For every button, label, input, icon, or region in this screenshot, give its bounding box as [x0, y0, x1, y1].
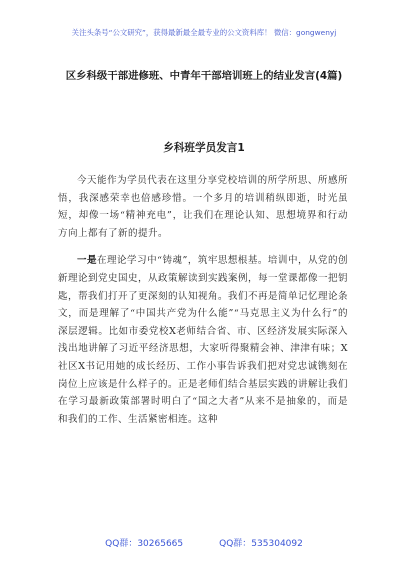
paragraph-point-one [58, 252, 348, 428]
document-title: 区乡科级干部进修班、中青年干部培训班上的结业发言(4篇) [65, 70, 343, 82]
footer-contact [0, 536, 408, 549]
document-body [58, 172, 348, 428]
footer-qq-group-2: QQ群：535304092 [219, 539, 303, 549]
paragraph-intro [58, 172, 348, 242]
paragraph-text: 在理论学习中“铸魂”，筑牢思想根基。培训中，从党的创新理论到党史国史，从政策解读到实践案例，每一堂课都像一把钥匙，帮我们打开了更深刻的认知视角。我们不再是简单记忆理论条文，而是理解了“中国共产党为什么能”“马克思主义为什么行”的深层逻辑。比如市委党校X老师结合省、市、区经济发展实际深入浅出地讲解了习近平经济思想，大家听得聚精会神、津津有味；X社区X书记用她的成长经历、工作小事告诉我们把对党忠诚镌刻在岗位上应该是什么样子的。正是老师们结合基层实践的讲解让我们在学习最新政策部署时明白了“国之大者”从来不是抽象的，而是和我们的工作、生活紧密相连。这种 [58, 255, 349, 425]
section-heading: 乡科班学员发言1 [163, 142, 245, 154]
footer-qq-group-1: QQ群：30265665 [105, 539, 184, 549]
header-promo-note: 关注头条号“公文研究”，获得最新最全最专业的公文资料库！ 微信：gongwenyj [71, 28, 337, 37]
paragraph-text: 今天能作为学员代表在这里分享党校培训的所学所思、所感所悟，我深感荣幸也倍感珍惜。一个多月的培训稍纵即逝，时光虽短，却像一场“精神充电”，让我们在理论认知、思想境界和行动方向上都有了新的提升。 [58, 175, 348, 239]
paragraph-lead: 一是 [77, 255, 98, 267]
